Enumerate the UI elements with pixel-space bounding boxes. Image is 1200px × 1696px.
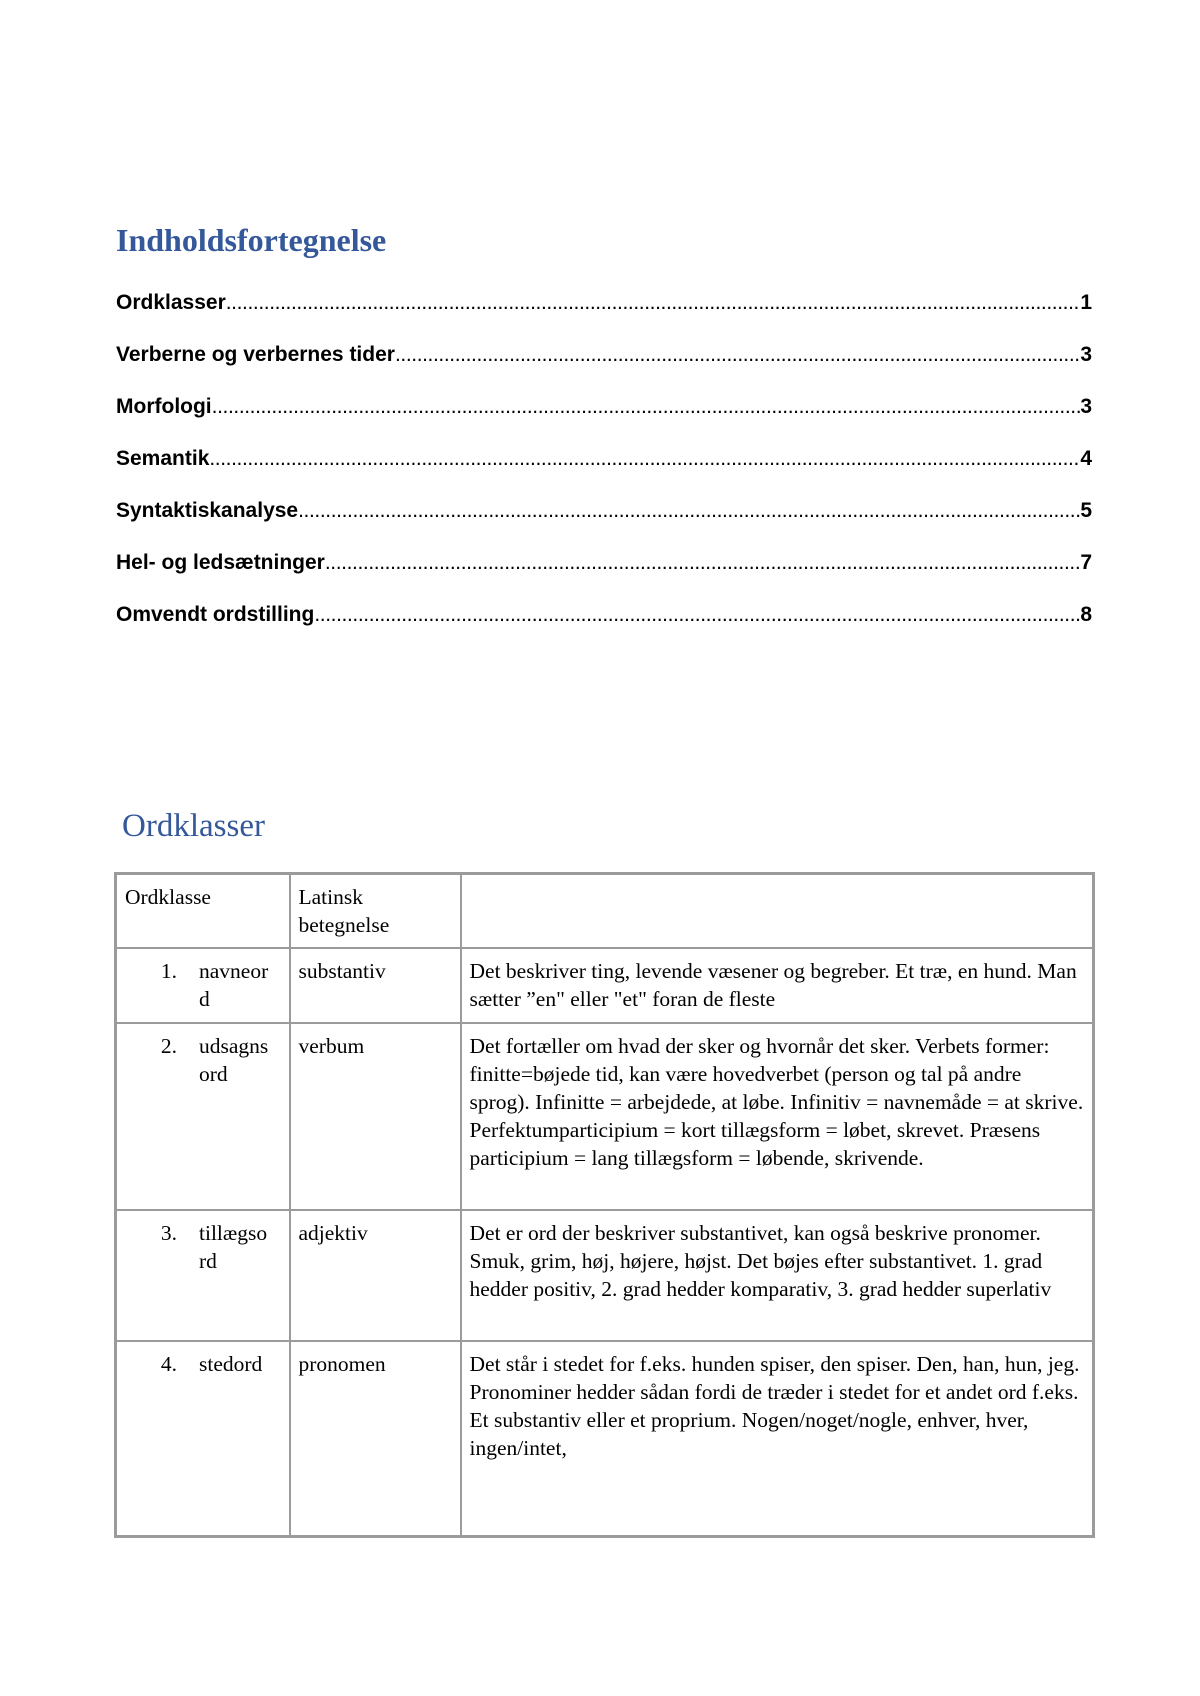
- table-of-contents: [116, 277, 1092, 641]
- item-name: tillægsord: [199, 1220, 268, 1273]
- description-cell: [461, 1341, 1094, 1537]
- item-number: 2.: [160, 1033, 177, 1058]
- toc-entry-page: 3: [1080, 343, 1092, 366]
- latin-cell: substantiv: [290, 948, 461, 1023]
- toc-entry-page: 7: [1080, 551, 1092, 574]
- toc-dot-leader: [314, 589, 1080, 641]
- description-paragraph: Et substantiv eller et proprium. Nogen/noget/nogle, enhver, hver, ingen/intet,: [469, 1407, 1029, 1460]
- toc-dot-leader: [212, 381, 1081, 433]
- toc-dot-leader: [325, 537, 1080, 589]
- ordklasse-cell: [116, 1210, 290, 1341]
- toc-entry-label: Syntaktiskanalyse: [116, 499, 299, 522]
- section-heading-ordklasser: Ordklasser: [122, 808, 265, 844]
- toc-entry-hel-og-ledsaetninger[interactable]: [116, 537, 1092, 589]
- table-row: [116, 948, 1094, 1023]
- toc-entry-page: 4: [1080, 447, 1092, 470]
- toc-entry-page: 1: [1080, 291, 1092, 314]
- table-header-row: [116, 874, 1094, 948]
- item-name: navneord: [199, 958, 269, 1011]
- table-row: [116, 1210, 1094, 1341]
- description-cell: [461, 948, 1094, 1023]
- toc-dot-leader: [395, 329, 1080, 381]
- latin-cell: pronomen: [290, 1341, 461, 1537]
- toc-dot-leader: [226, 277, 1081, 329]
- toc-entry-ordklasser[interactable]: [116, 277, 1092, 329]
- toc-entry-label: Ordklasser: [116, 291, 226, 314]
- table-row: [116, 1341, 1094, 1537]
- item-number: 1.: [160, 958, 177, 983]
- latin-cell: verbum: [290, 1023, 461, 1210]
- toc-entry-verberne[interactable]: [116, 329, 1092, 381]
- toc-entry-label: Semantik: [116, 447, 210, 470]
- header-cell-empty: [461, 874, 1094, 948]
- item-number: 3.: [160, 1220, 177, 1245]
- item-name: udsagnsord: [199, 1033, 269, 1086]
- toc-title: Indholdsfortegnelse: [116, 222, 387, 258]
- toc-entry-page: 3: [1080, 395, 1092, 418]
- toc-dot-leader: [209, 433, 1080, 485]
- numbered-item: [125, 957, 281, 1013]
- toc-entry-label: Omvendt ordstilling: [116, 603, 315, 626]
- toc-entry-page: 5: [1080, 499, 1092, 522]
- toc-dot-leader: [298, 485, 1080, 537]
- latin-cell: adjektiv: [290, 1210, 461, 1341]
- ordklasser-table: [114, 872, 1095, 1538]
- toc-entry-omvendt-ordstilling[interactable]: [116, 589, 1092, 641]
- description-cell: [461, 1210, 1094, 1341]
- header-cell-ordklasse: Ordklasse: [116, 874, 290, 948]
- toc-entry-syntaktiskanalyse[interactable]: [116, 485, 1092, 537]
- toc-entry-label: Morfologi: [116, 395, 212, 418]
- description-cell: [461, 1023, 1094, 1210]
- ordklasse-cell: [116, 948, 290, 1023]
- table-row: [116, 1023, 1094, 1210]
- toc-entry-page: 8: [1080, 603, 1092, 626]
- toc-entry-morfologi[interactable]: [116, 381, 1092, 433]
- description-paragraph: Det fortæller om hvad der sker og hvornår det sker. Verbets former: finitte=bøjede tid, kan være hovedverbet (person og tal på andre sprog). Infinitte = arbejdede, at løbe. Infinitiv = navnemåde = at skrive. Perfektumparticipium = kort tillægsform = løbet, skrevet. Præsens participium = lang tillægsform = løbende, skrivende.: [469, 1033, 1084, 1170]
- description-paragraph: Det er ord der beskriver substantivet, kan også beskrive pronomer. Smuk, grim, høj, højere, højst. Det bøjes efter substantivet. 1. grad hedder positiv, 2. grad hedder komparativ, 3. grad hedder superlativ: [469, 1220, 1052, 1301]
- toc-entry-semantik[interactable]: [116, 433, 1092, 485]
- numbered-item: [125, 1350, 281, 1378]
- numbered-item: [125, 1032, 281, 1088]
- item-number: 4.: [160, 1351, 177, 1376]
- item-name: stedord: [199, 1351, 263, 1376]
- description-paragraph: Det beskriver ting, levende væsener og begreber. Et træ, en hund. Man sætter ”en" eller "et" foran de fleste: [469, 958, 1077, 1011]
- toc-entry-label: Verberne og verbernes tider: [116, 343, 395, 366]
- toc-entry-label: Hel- og ledsætninger: [116, 551, 325, 574]
- ordklasse-cell: [116, 1023, 290, 1210]
- numbered-item: [125, 1219, 281, 1275]
- description-paragraph: Det står i stedet for f.eks. hunden spiser, den spiser. Den, han, hun, jeg. Pronominer hedder sådan fordi de træder i stedet for et andet ord f.eks.: [469, 1351, 1080, 1404]
- ordklasse-cell: [116, 1341, 290, 1537]
- header-cell-latinsk: Latinsk betegnelse: [290, 874, 461, 948]
